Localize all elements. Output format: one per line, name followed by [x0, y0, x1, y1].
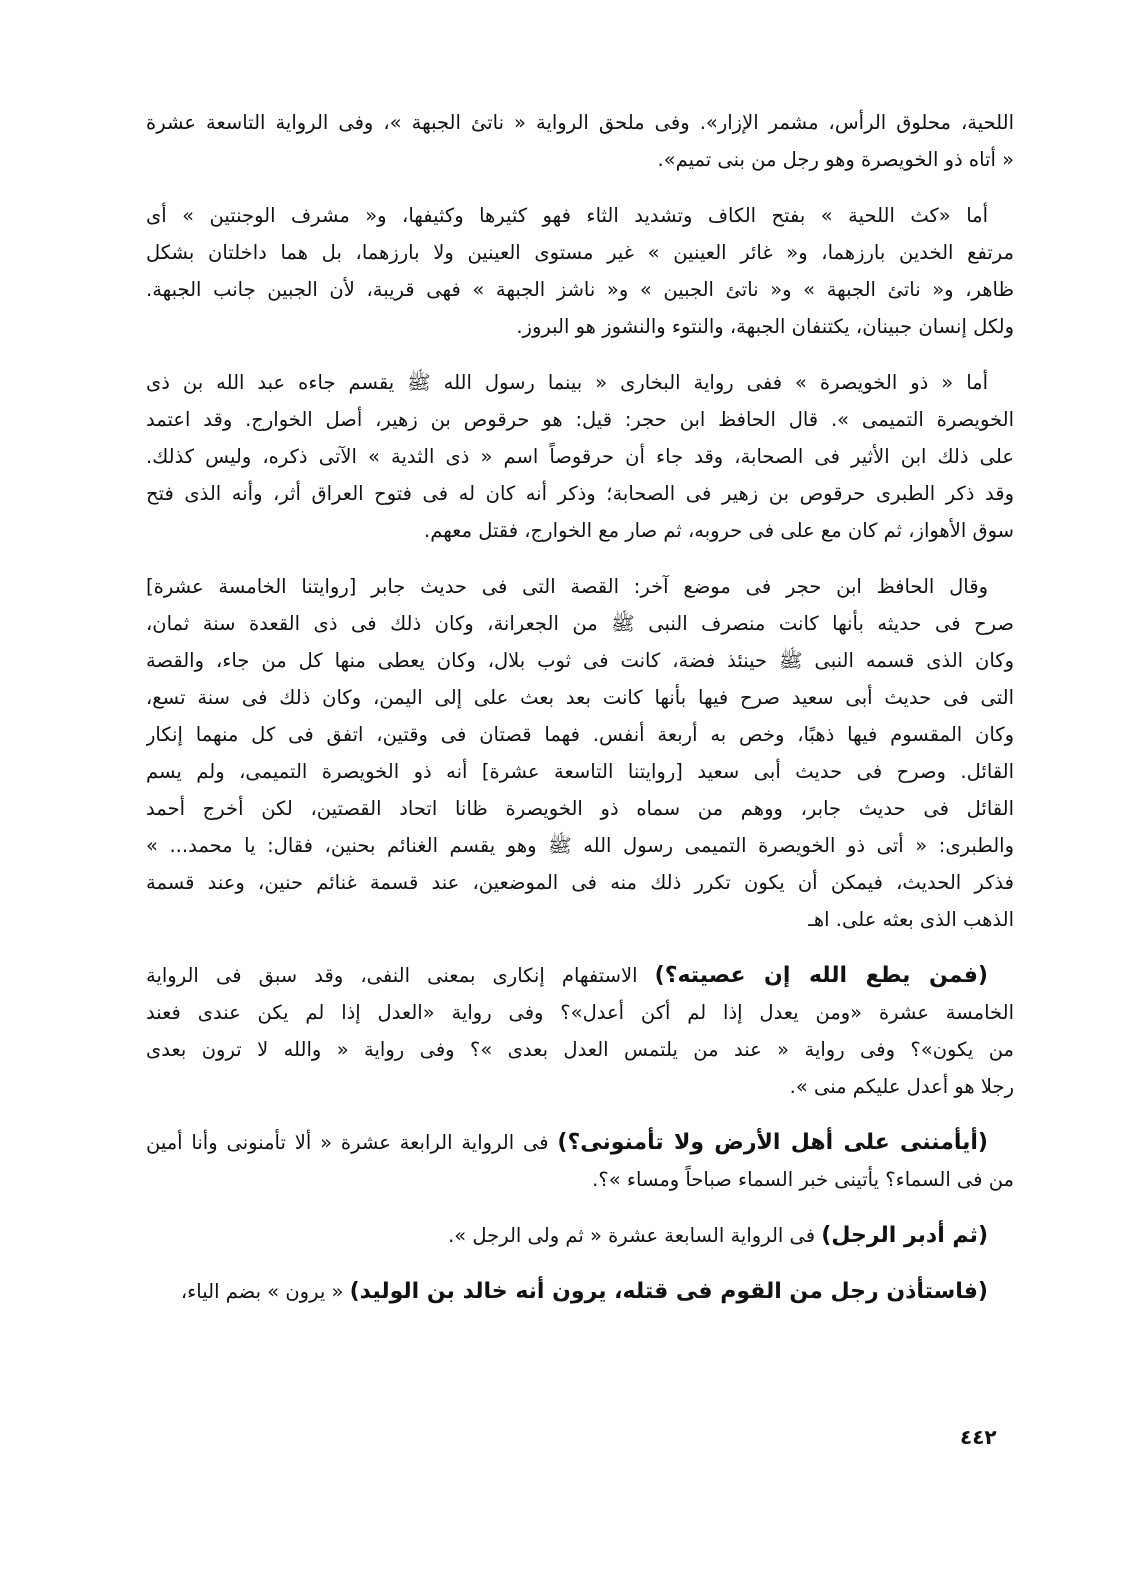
- paragraph: [146, 1273, 1014, 1310]
- line-text: من فى السماء؟ يأتينى خبر السماء صباحاً ومساء »؟.: [592, 1168, 1014, 1191]
- line-text: أما «كث اللحية » بفتح الكاف وتشديد الثاء فهو كثيرها وكثيفها، و« مشرف الوجنتين » أى: [146, 204, 988, 227]
- line-text: الخويصرة التميمى ». قال الحافظ ابن حجر: قيل: هو حرقوص بن زهير، أصل الخوارج. وقد اعتمد: [146, 408, 1014, 431]
- line-text: اللحية، محلوق الرأس، مشمر الإزار». وفى ملحق الرواية « ناتئ الجبهة »، وفى الرواية التاسعة عشرة: [146, 111, 1014, 134]
- text-line: [146, 864, 1014, 901]
- line-text: ولكل إنسان جبينان، يكتنفان الجبهة، والنتوء والنشوز هو البروز.: [516, 315, 1014, 338]
- text-line: [146, 141, 1014, 178]
- text-line: [146, 1031, 1014, 1068]
- text-line: [146, 104, 1014, 141]
- paragraph: [146, 197, 1014, 345]
- line-text: صرح فى حديثه بأنها كانت منصرف النبى ﷺ من الجعرانة، وكان ذلك فى ذى القعدة سنة ثمان،: [146, 612, 1014, 635]
- line-text: القائل فى حديث جابر، ووهم من سماه ذو الخويصرة ظانا اتحاد القصتين، لكن أخرج أحمد: [146, 797, 1014, 820]
- text-line: [146, 438, 1014, 475]
- text-line: [146, 1068, 1014, 1105]
- line-text: الذهب الذى بعثه على. اهـ: [808, 908, 1014, 931]
- bold-heading-phrase: (فاستأذن رجل من القوم فى قتله، يرون أنه خالد بن الوليد): [349, 1279, 988, 1304]
- text-line: [146, 605, 1014, 642]
- paragraph: [146, 568, 1014, 938]
- text-line: [146, 642, 1014, 679]
- text-line: [146, 197, 1014, 234]
- line-text: « أتاه ذو الخويصرة وهو رجل من بنى تميم».: [657, 148, 1014, 171]
- paragraph: [146, 1217, 1014, 1254]
- line-text: فى الرواية الرابعة عشرة « ألا تأمنونى وأنا أمين: [146, 1131, 558, 1154]
- text-line: [146, 1273, 1014, 1310]
- text-line: [146, 512, 1014, 549]
- line-text: وكان الذى قسمه النبى ﷺ حينئذ فضة، كانت فى ثوب بلال، وكان يعطى منها كل من جاء، والقصة: [146, 649, 1014, 672]
- text-line: [146, 401, 1014, 438]
- line-text: مرتفع الخدين بارزهما، و« غائر العينين » غير مستوى العينين ولا بارزهما، بل هما داخلتان بشكل: [146, 241, 1014, 264]
- line-text: وكان المقسوم فيها ذهبًا، وخص به أربعة أنفس. فهما قصتان فى وقتين، اتفق فى كل منهما إنكار: [146, 723, 1014, 746]
- line-text: وقال الحافظ ابن حجر فى موضع آخر: القصة التى فى حديث جابر [روايتنا الخامسة عشرة]: [146, 575, 988, 598]
- line-text: الاستفهام إنكارى بمعنى النفى، وقد سبق فى الرواية: [146, 964, 655, 987]
- text-line: [146, 308, 1014, 345]
- text-line: [146, 716, 1014, 753]
- text-line: [146, 901, 1014, 938]
- text-line: [146, 994, 1014, 1031]
- line-text: على ذلك ابن الأثير فى الصحابة، وقد جاء أن حرقوصاً اسم « ذى الثدية » الآتى ذكره، وليس كذلك.: [146, 445, 1014, 468]
- text-line: [146, 1124, 1014, 1161]
- bold-heading-phrase: (فمن يطع الله إن عصيته؟): [654, 963, 988, 988]
- text-line: [146, 1161, 1014, 1198]
- line-text: من يكون»؟ وفى رواية « عند من يلتمس العدل بعدى »؟ وفى رواية « والله لا ترون بعدى: [146, 1038, 1014, 1061]
- bold-heading-phrase: (أيأمننى على أهل الأرض ولا تأمنونى؟): [557, 1130, 988, 1155]
- line-text: ظاهر، و« ناتئ الجبهة » و« ناتئ الجبين » و« ناشز الجبهة » فهى قريبة، لأن الجبين جانب الجبهة.: [146, 278, 1014, 301]
- line-text: القائل. وصرح فى حديث أبى سعيد [روايتنا التاسعة عشرة] أنه ذو الخويصرة التميمى، ولم يسم: [146, 760, 1014, 783]
- line-text: أما « ذو الخويصرة » ففى رواية البخارى « بينما رسول الله ﷺ يقسم جاءه عبد الله بن ذى: [146, 371, 988, 394]
- text-line: [146, 957, 1014, 994]
- bold-heading-phrase: (ثم أدبر الرجل): [821, 1223, 988, 1248]
- text-line: [146, 827, 1014, 864]
- page-body: [146, 104, 1014, 1329]
- line-text: الخامسة عشرة «ومن يعدل إذا لم أكن أعدل»؟ وفى رواية «العدل إذا لم يكن عندى فعند: [146, 1001, 1014, 1024]
- line-text: وقد ذكر الطبرى حرقوص بن زهير فى الصحابة؛ وذكر أنه كان له فى فتوح العراق أثر، وأنه الذى فتح: [146, 482, 1014, 505]
- text-line: [146, 568, 1014, 605]
- text-line: [146, 753, 1014, 790]
- line-text: رجلا هو أعدل عليكم منى ».: [789, 1075, 1014, 1098]
- text-line: [146, 271, 1014, 308]
- paragraph: [146, 1124, 1014, 1198]
- line-text: « يرون » بضم الياء،: [180, 1280, 350, 1303]
- line-text: فذكر الحديث، فيمكن أن يكون تكرر ذلك منه فى الموضعين، عند قسمة غنائم حنين، وعند قسمة: [146, 871, 1014, 894]
- line-text: سوق الأهواز، ثم كان مع على فى حروبه، ثم صار مع الخوارج، فقتل معهم.: [424, 519, 1014, 542]
- text-line: [146, 364, 1014, 401]
- page-number: ٤٤٢: [960, 1425, 997, 1449]
- text-line: [146, 679, 1014, 716]
- text-line: [146, 790, 1014, 827]
- line-text: التى فى حديث أبى سعيد صرح فيها بأنها كانت بعد بعث على إلى اليمن، وكان ذلك فى سنة تسع،: [146, 686, 1014, 709]
- text-line: [146, 234, 1014, 271]
- text-line: [146, 1217, 1014, 1254]
- line-text: والطبرى: « أتى ذو الخويصرة التميمى رسول الله ﷺ وهو يقسم الغنائم بحنين، فقال: يا محمد... »: [146, 834, 1014, 857]
- text-line: [146, 475, 1014, 512]
- line-text: فى الرواية السابعة عشرة « ثم ولى الرجل ».: [448, 1224, 822, 1247]
- paragraph: [146, 364, 1014, 549]
- paragraph: [146, 957, 1014, 1105]
- paragraph: [146, 104, 1014, 178]
